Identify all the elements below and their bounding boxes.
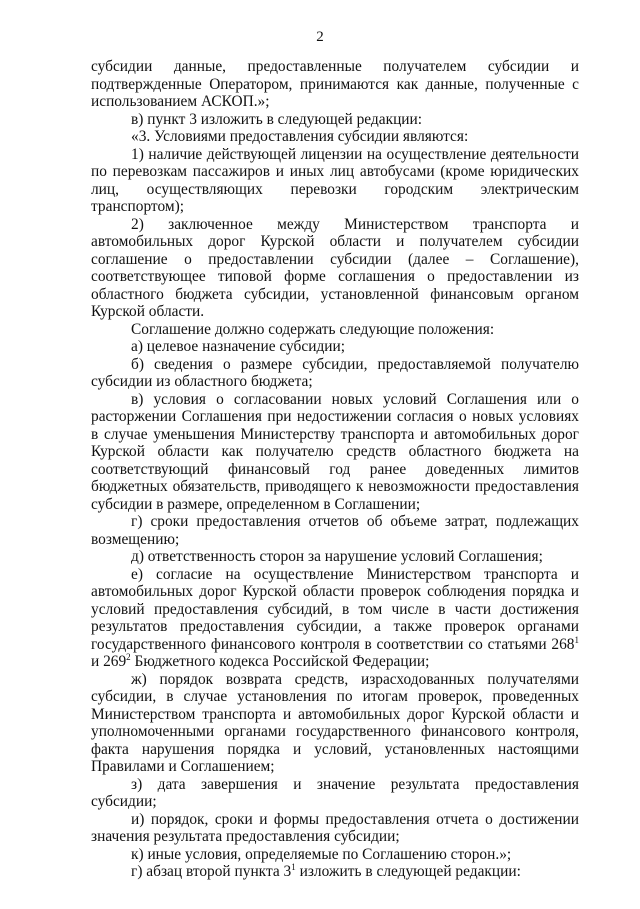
paragraph-clause-e (91, 566, 579, 671)
paragraph-item-v: в) пункт 3 изложить в следующей редакции: (131, 110, 423, 128)
page-number: 2 (316, 29, 324, 45)
paragraph-clause-k: к) иные условия, определяемые по Соглашению сторон.»; (131, 845, 512, 863)
paragraph-clause-a: а) целевое назначение субсидии; (131, 338, 346, 355)
item-g-text: г) абзац второй пункта 3 (131, 863, 292, 880)
item-g-text-end: изложить в следующей редакции: (295, 863, 521, 880)
document-body (91, 58, 579, 881)
paragraph-condition-2: 2) заключенное между Министерством транспорта и автомобильных дорог Курской области и получателем субсидии соглашение о предоставлении субсидии (далее – Соглашение), соответствующее типовой форме соглашения о предоставлении из областного бюджета субсидии, установленной финансовым органом Курской области. (91, 215, 579, 320)
paragraph-agreement-intro: Соглашение должно содержать следующие положения: (131, 320, 495, 338)
clause-e-text-and: и 269 (91, 653, 127, 670)
paragraph-clause-i: и) порядок, сроки и формы предоставления отчета о достижении значения результата предоставления субсидии; (91, 810, 579, 845)
paragraph-clause-z: з) дата завершения и значение результата предоставления субсидии; (91, 775, 579, 810)
article-268-superscript: 1 (574, 634, 579, 645)
paragraph-clause-b: б) сведения о размере субсидии, предоставляемой получателю субсидии из областного бюджета; (91, 355, 579, 390)
clause-e-text-end: Бюджетного кодекса Российской Федерации; (130, 653, 430, 670)
paragraph-subsidy-data: субсидии данные, предоставленные получателем субсидии и подтвержденные Оператором, принимаются как данные, полученные с использованием АСКОП.»; (91, 58, 579, 110)
paragraph-clause-v: в) условия о согласовании новых условий Соглашения или о расторжении Соглашения при недостижении согласия о новых условиях в случае уменьшения Министерству транспорта и автомобильных дорог Курской области как получателю средств областного бюджета на соответствующий финансовый год ранее доведенных лимитов бюджетных обязательств, приводящего к невозможности предоставления субсидии в размере, определенном в Соглашении; (91, 390, 579, 513)
clause-e-text: е) согласие на осуществление Министерством транспорта и автомобильных дорог Курской области проверок соблюдения порядка и условий предоставления субсидий, в том числе в части достижения результатов предоставления субсидии, а также проверок органами государственного финансового контроля в соответствии со статьями 268 (91, 565, 579, 653)
article-269-superscript: 2 (126, 652, 131, 662)
point-3-superscript: 1 (291, 862, 296, 872)
paragraph-item-g (91, 863, 579, 881)
paragraph-point-3-heading: «3. Условиями предоставления субсидии являются: (131, 128, 469, 145)
paragraph-clause-zh: ж) порядок возврата средств, израсходованных получателями субсидии, в случае установления по итогам проверок, проведенных Министерством транспорта и автомобильных дорог Курской области и уполномоченными органами государственного финансового контроля, факта нарушения порядка и условий, установленных настоящими Правилами и Соглашением; (91, 670, 579, 775)
paragraph-clause-d: д) ответственность сторон за нарушение условий Соглашения; (131, 548, 543, 565)
paragraph-clause-g: г) сроки предоставления отчетов об объеме затрат, подлежащих возмещению; (91, 513, 579, 548)
paragraph-condition-1: 1) наличие действующей лицензии на осуществление деятельности по перевозкам пассажиров и иных лиц автобусами (кроме юридических лиц, осуществляющих перевозки городским электрическим транспортом); (91, 145, 579, 215)
